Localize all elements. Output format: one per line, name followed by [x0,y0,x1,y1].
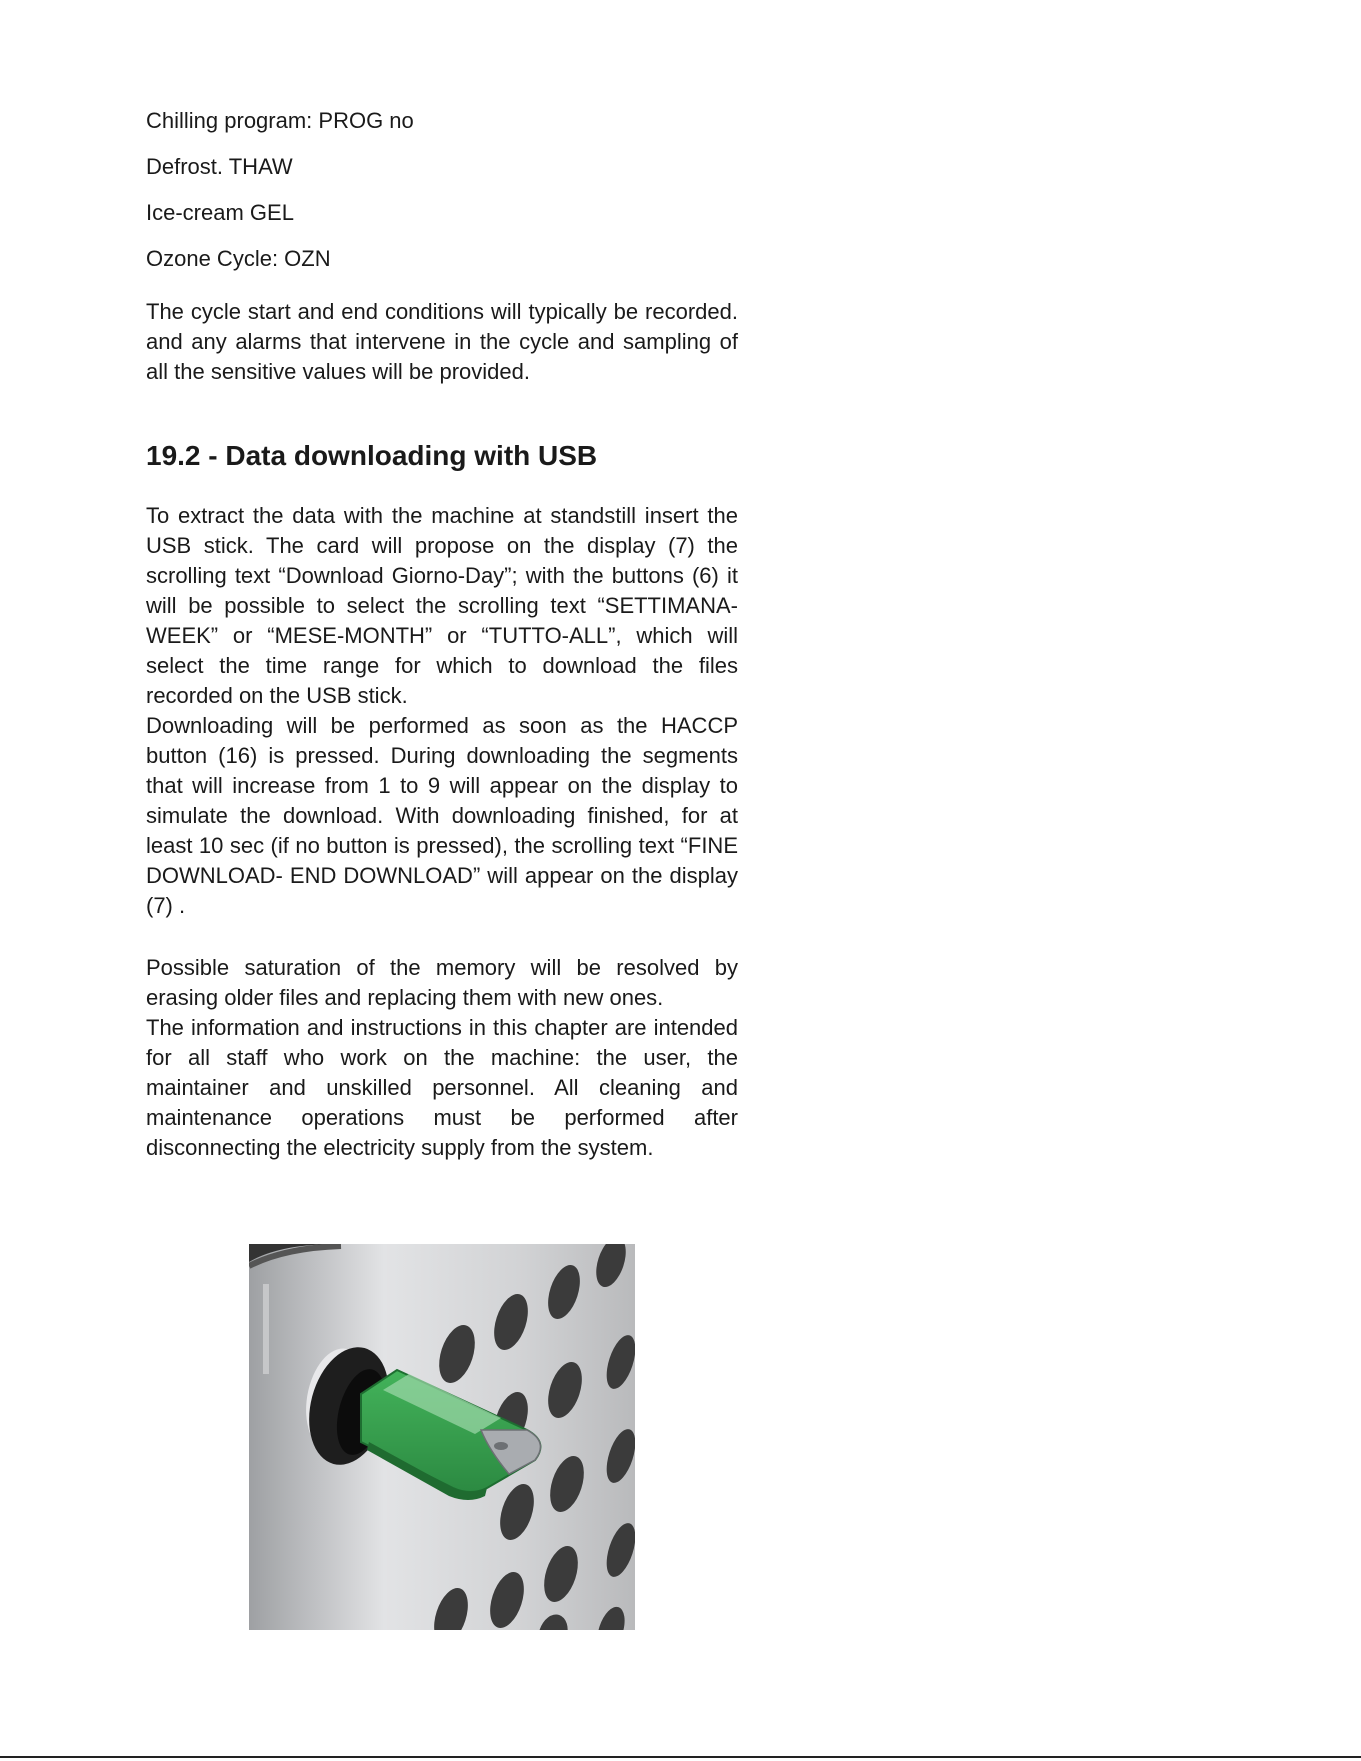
paragraph-usb-extract: To extract the data with the machine at standstill insert the USB stick. The card will propose on the display (7) the scrolling text “Download Giorno-Day”; with the buttons (6) it will be possible to select the scrolling text “SETTIMANA-WEEK” or “MESE-MONTH” or “TUTTO-ALL”, which will select the time range for which to download the files recorded on the USB stick. [146,503,738,708]
section-body-bottom [146,953,738,1163]
program-item-ozone: Ozone Cycle: OZN [146,246,331,271]
intro-paragraph: The cycle start and end conditions will typically be recorded. and any alarms that intervene in the cycle and sampling of all the sensitive values will be provided. [146,299,738,384]
program-item-chilling: Chilling program: PROG no [146,108,414,133]
section-body-top [146,501,738,921]
paragraph-download-progress: Downloading will be performed as soon as the HACCP button (16) is pressed. During downloading the segments that will increase from 1 to 9 will appear on the display to simulate the download. With downloading finished, for at least 10 sec (if no button is pressed), the scrolling text “FINE DOWNLOAD- END DOWNLOAD” will appear on the display (7) . [146,713,738,918]
program-item-ice-cream: Ice-cream GEL [146,200,294,225]
usb-stick-illustration [249,1244,635,1630]
program-item-defrost: Defrost. THAW [146,154,293,179]
bottom-rule [0,1756,1361,1758]
section-heading: 19.2 - Data downloading with USB [146,440,598,471]
paragraph-staff-instructions: The information and instructions in this chapter are intended for all staff who work on the machine: the user, the maintainer and unskilled personnel. All cleaning and maintenance operations must be performed after disconnecting the electricity supply from the system. [146,1015,738,1160]
paragraph-memory-saturation: Possible saturation of the memory will be resolved by erasing older files and replacing them with new ones. [146,955,738,1010]
